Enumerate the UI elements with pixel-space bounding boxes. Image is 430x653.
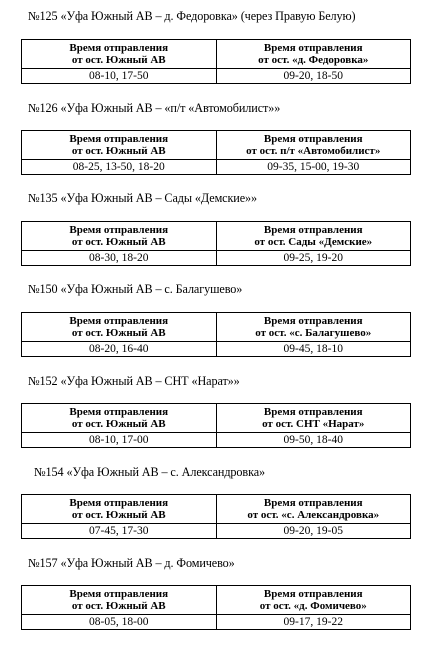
departure-times-uzhny: 08-30, 18-20 [22, 251, 217, 266]
table-row [22, 69, 411, 84]
table-row [22, 524, 411, 539]
header-cell-from-uzhny [22, 495, 217, 524]
header-line: от ост. «с. Балагушево» [255, 327, 372, 339]
route-title: №126 «Уфа Южный АВ – «п/т «Автомобилист»» [28, 101, 281, 115]
header-line: от ост. Южный АВ [71, 418, 166, 430]
departure-times-destination: 09-45, 18-10 [216, 342, 411, 357]
departure-times-destination: 09-50, 18-40 [216, 433, 411, 448]
departure-times-destination: 09-25, 19-20 [216, 251, 411, 266]
header-line: от ост. Южный АВ [71, 509, 166, 521]
departure-times-uzhny: 08-10, 17-00 [22, 433, 217, 448]
header-line: Время отправления [69, 496, 169, 509]
departure-times-destination: 09-17, 19-22 [216, 615, 411, 630]
table-header-row [22, 586, 411, 615]
header-cell-from-destination [216, 495, 411, 524]
header-cell-from-destination [216, 222, 411, 251]
schedule-table [21, 312, 411, 357]
header-line: Время отправления [263, 314, 363, 327]
header-line: от ост. «д. Фомичево» [259, 600, 367, 612]
header-line: Время отправления [263, 496, 363, 509]
route-title: №135 «Уфа Южный АВ – Сады «Демские»» [28, 191, 258, 205]
table-header-row [22, 404, 411, 433]
header-line: от ост. п/т «Автомобилист» [246, 145, 381, 157]
header-line: Время отправления [69, 223, 169, 236]
departure-times-destination: 09-20, 19-05 [216, 524, 411, 539]
header-line: Время отправления [69, 587, 169, 600]
schedule-table [21, 494, 411, 539]
departure-times-destination: 09-20, 18-50 [216, 69, 411, 84]
header-cell-from-uzhny [22, 40, 217, 69]
schedule-table [21, 39, 411, 84]
table-row [22, 615, 411, 630]
header-line: от ост. Южный АВ [71, 600, 166, 612]
table-row [22, 342, 411, 357]
departure-times-uzhny: 08-25, 13-50, 18-20 [22, 160, 217, 175]
departure-times-uzhny: 08-20, 16-40 [22, 342, 217, 357]
header-line: от ост. «с. Александровка» [247, 509, 380, 521]
departure-times-destination: 09-35, 15-00, 19-30 [216, 160, 411, 175]
header-cell-from-uzhny [22, 404, 217, 433]
header-line: от ост. Южный АВ [71, 145, 166, 157]
schedule-table [21, 130, 411, 175]
table-header-row [22, 40, 411, 69]
route-title: №150 «Уфа Южный АВ – с. Балагушево» [28, 282, 243, 296]
header-line: Время отправления [263, 41, 363, 54]
header-cell-from-uzhny [22, 586, 217, 615]
header-line: от ост. СНТ «Нарат» [262, 418, 365, 430]
route-title: №154 «Уфа Южный АВ – с. Александровка» [34, 465, 266, 479]
header-line: от ост. «д. Федоровка» [258, 54, 369, 66]
header-line: Время отправления [263, 405, 363, 418]
schedule-table [21, 221, 411, 266]
table-header-row [22, 131, 411, 160]
header-line: от ост. Южный АВ [71, 54, 166, 66]
header-cell-from-destination [216, 404, 411, 433]
table-header-row [22, 495, 411, 524]
table-header-row [22, 222, 411, 251]
header-cell-from-uzhny [22, 222, 217, 251]
route-title: №125 «Уфа Южный АВ – д. Федоровка» (через Правую Белую) [28, 9, 356, 23]
header-line: Время отправления [263, 223, 363, 236]
departure-times-uzhny: 08-10, 17-50 [22, 69, 217, 84]
header-line: Время отправления [263, 132, 363, 145]
header-cell-from-destination [216, 313, 411, 342]
schedule-table [21, 585, 411, 630]
header-line: от ост. Южный АВ [71, 236, 166, 248]
header-line: Время отправления [69, 405, 169, 418]
header-cell-from-destination [216, 40, 411, 69]
departure-times-uzhny: 08-05, 18-00 [22, 615, 217, 630]
header-cell-from-uzhny [22, 313, 217, 342]
table-row [22, 251, 411, 266]
header-line: от ост. Южный АВ [71, 327, 166, 339]
header-line: Время отправления [69, 314, 169, 327]
header-cell-from-destination [216, 131, 411, 160]
header-line: от ост. Сады «Демские» [254, 236, 373, 248]
table-header-row [22, 313, 411, 342]
header-cell-from-destination [216, 586, 411, 615]
route-title: №157 «Уфа Южный АВ – д. Фомичево» [28, 556, 235, 570]
header-cell-from-uzhny [22, 131, 217, 160]
header-line: Время отправления [69, 41, 169, 54]
departure-times-uzhny: 07-45, 17-30 [22, 524, 217, 539]
table-row [22, 160, 411, 175]
route-title: №152 «Уфа Южный АВ – СНТ «Нарат»» [28, 374, 240, 388]
header-line: Время отправления [69, 132, 169, 145]
schedule-table [21, 403, 411, 448]
table-row [22, 433, 411, 448]
header-line: Время отправления [263, 587, 363, 600]
